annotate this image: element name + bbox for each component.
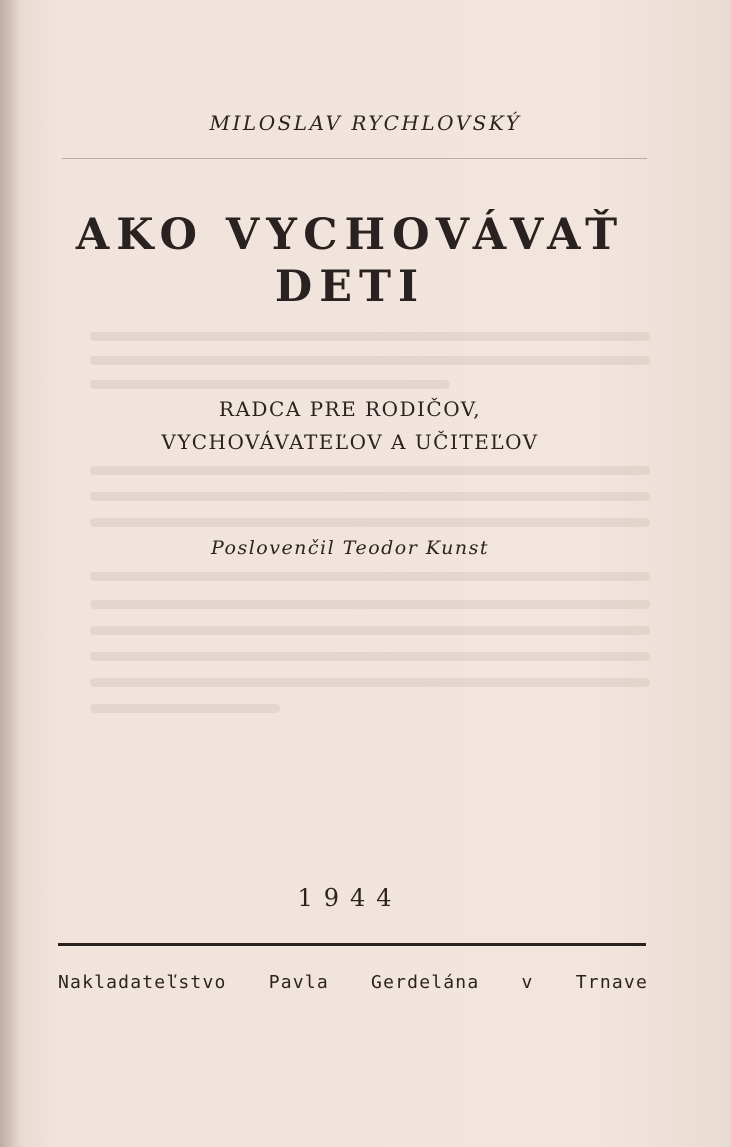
bleed-through-line xyxy=(90,356,650,365)
bleed-through-line xyxy=(90,652,650,661)
book-title-line-1: AKO VYCHOVÁVAŤ xyxy=(75,210,625,260)
bleed-through-line xyxy=(90,466,650,475)
subtitle-line-2: VYCHOVÁVATEĽOV A UČITEĽOV xyxy=(161,430,539,454)
bleed-through-line xyxy=(90,518,650,527)
bleed-through-line xyxy=(90,626,650,635)
bleed-through-line xyxy=(90,704,280,713)
book-title-line-2: DETI xyxy=(274,262,426,312)
subtitle-line-1: RADCA PRE RODIČOV, xyxy=(218,397,482,421)
bleed-through-line xyxy=(90,380,450,389)
translator-credit: Poslovenčil Teodor Kunst xyxy=(210,537,489,559)
publication-year: 1944 xyxy=(297,884,403,912)
divider-rule xyxy=(58,943,646,946)
bleed-through-rule xyxy=(62,158,647,159)
bleed-through-line xyxy=(90,600,650,609)
bleed-through-line xyxy=(90,492,650,501)
bleed-through-line xyxy=(90,332,650,341)
publisher-name: Nakladateľstvo Pavla Gerdelána v Trnave xyxy=(58,972,648,993)
author-name: MILOSLAV RYCHLOVSKÝ xyxy=(209,111,522,135)
bleed-through-line xyxy=(90,678,650,687)
spine-shadow xyxy=(0,0,22,1147)
bleed-through-line xyxy=(90,572,650,581)
